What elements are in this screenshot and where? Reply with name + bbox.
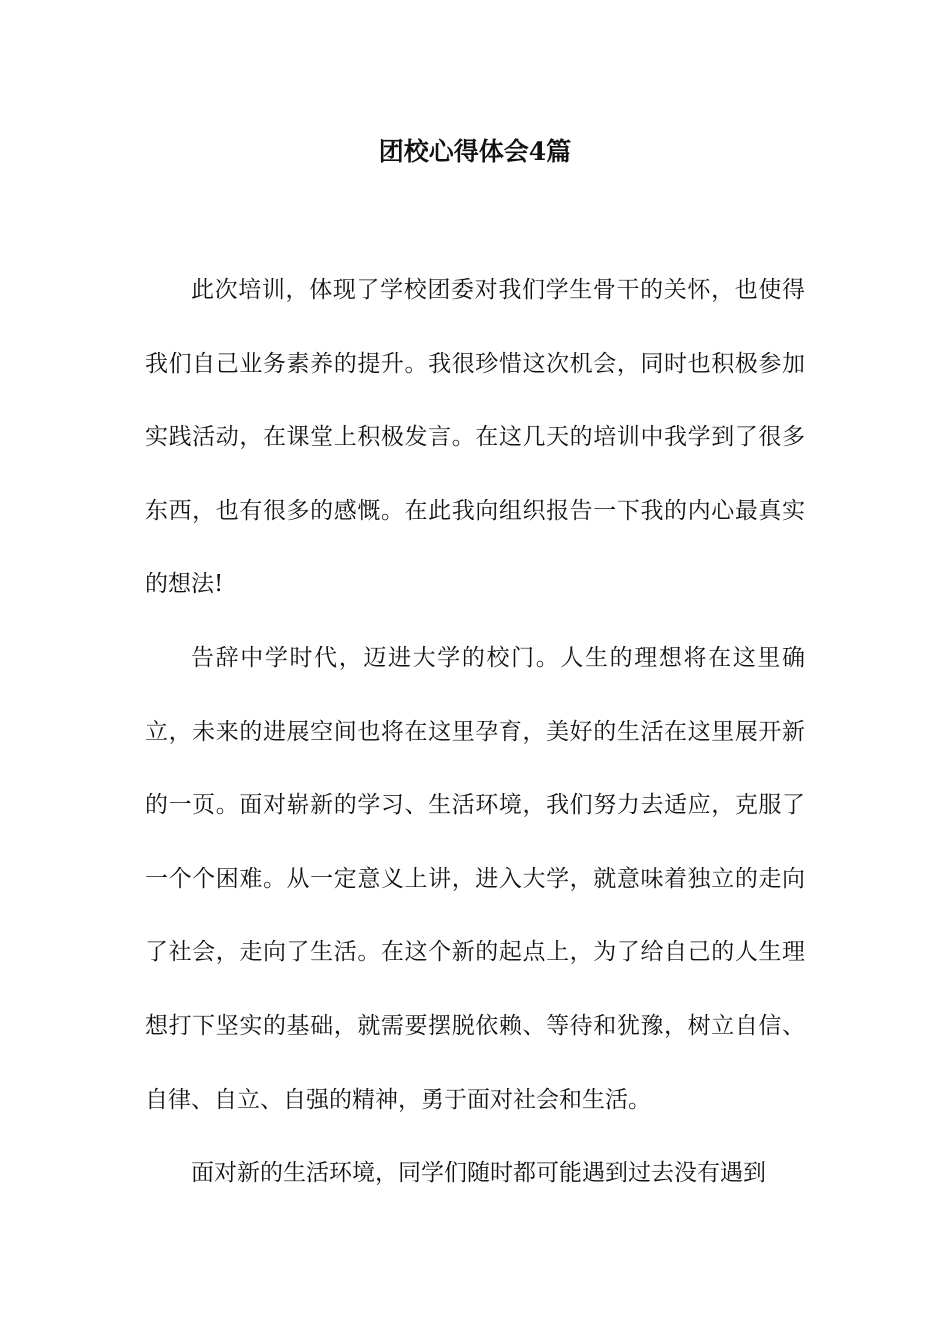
paragraph-2: 告辞中学时代，迈进大学的校门。人生的理想将在这里确立，未来的进展空间也将在这里孕育，美好的生活在这里展开新的一页。面对崭新的学习、生活环境，我们努力去适应，克服了一个个困难。从一定意义上讲，进入大学，就意味着独立的走向了社会，走向了生活。在这个新的起点上，为了给自己的人生理想打下坚实的基础，就需要摆脱依赖、等待和犹豫，树立自信、自律、自立、自强的精神，勇于面对社会和生活。 (145, 644, 805, 1113)
paragraph-3: 面对新的生活环境，同学们随时都可能遇到过去没有遇到 (191, 1160, 766, 1187)
document-body (145, 254, 805, 1211)
document-title: 团校心得体会4篇 (378, 137, 572, 166)
paragraph-1: 此次培训，体现了学校团委对我们学生骨干的关怀，也使得我们自己业务素养的提升。我很珍惜这次机会，同时也积极参加实践活动，在课堂上积极发言。在这几天的培训中我学到了很多东西，也有很多的感慨。在此我向组织报告一下我的内心最真实的想法! (145, 277, 805, 598)
